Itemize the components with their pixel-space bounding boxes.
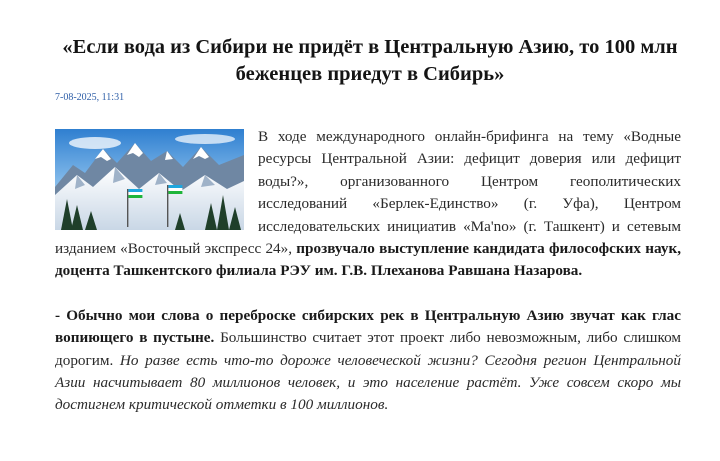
article-body <box>55 126 681 417</box>
quote-italic-text: Но разве есть что-то дороже человеческой жизни? Сегодня регион Центральной Азии насчитывает 80 миллионов человек, и это население растёт. Уже совсем скоро мы достигнем критической отметки в 100 миллионов. <box>55 351 681 414</box>
publish-date: 7-08-2025, 11:31 <box>55 92 125 103</box>
quote-plain-text: Большинство считает этот проект либо невозможным, либо слишком дорогим. <box>55 329 681 369</box>
quote-bold-text: - Обычно мои слова о переброске сибирских рек в Центральную Азию звучат как глас вопиющего в пустыне. <box>55 306 681 347</box>
article-title: «Если вода из Сибири не придёт в Центральную Азию, то 100 млн беженцев приедут в Сибирь» <box>62 36 678 85</box>
mountain-illustration <box>55 129 244 230</box>
quote-paragraph <box>55 305 681 417</box>
lead-text: В ходе международного онлайн-брифинга на тему «Водные ресурсы Центральной Азии: дефицит доверия или дефицит воды?», организованного Центром геополитических исследований «Берлек-Единство» (г. Уфа), Центром исследовательских инициатив «Ma'no» (г. Ташкент) и сетевым изданием «Восточный экспресс 24», <box>55 128 681 258</box>
article-photo <box>55 129 244 230</box>
lead-bold-text: прозвучало выступление кандидата философских наук, доцента Ташкентского филиала РЭУ им. Г.В. Плеханова Равшана Назарова. <box>55 240 681 280</box>
